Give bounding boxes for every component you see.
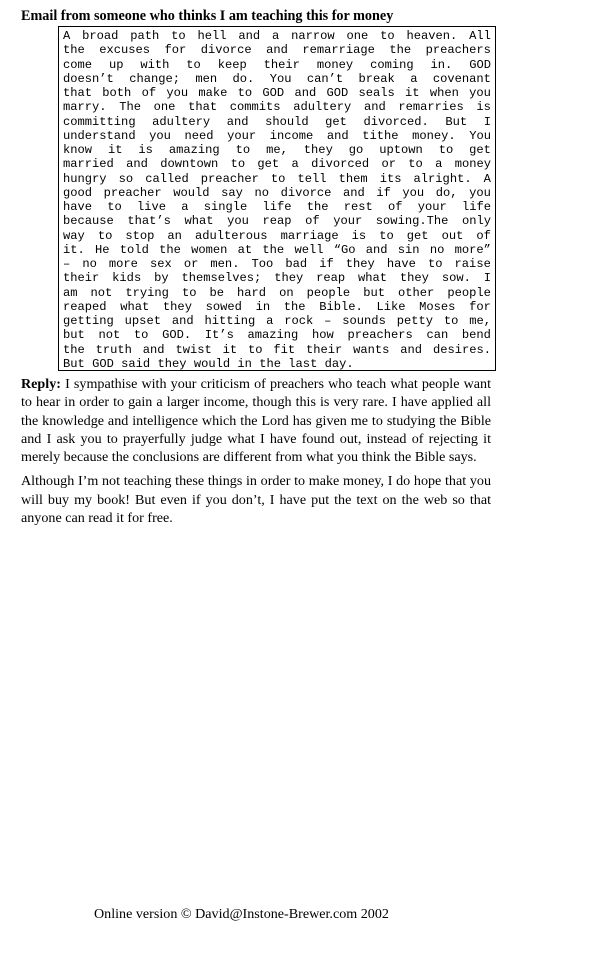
- email-line: [63, 86, 491, 100]
- email-word: your: [333, 214, 363, 229]
- email-word: they: [303, 143, 333, 157]
- email-word: GOD: [262, 86, 285, 100]
- email-word: good: [63, 185, 93, 200]
- email-line: [63, 100, 491, 114]
- email-word: It’s: [204, 328, 234, 343]
- email-word: to: [230, 157, 246, 172]
- email-word: get: [325, 114, 347, 129]
- email-word: its: [379, 171, 402, 186]
- email-word: adultery: [293, 100, 352, 115]
- email-word: they: [157, 356, 187, 371]
- email-word: alright.: [413, 171, 472, 186]
- email-line: [63, 172, 491, 186]
- email-line: [63, 143, 491, 157]
- email-word: GOD.: [162, 328, 192, 343]
- email-word: what: [120, 299, 150, 314]
- email-word: downtown: [160, 157, 219, 172]
- email-word: excuses: [99, 43, 151, 58]
- email-line: [63, 72, 491, 86]
- email-word: trying: [125, 285, 169, 300]
- email-word: “Go: [333, 242, 356, 257]
- email-line: [63, 200, 491, 214]
- email-word: You: [269, 71, 292, 86]
- email-line: [63, 271, 491, 285]
- email-word: kids: [112, 271, 142, 286]
- email-word: of: [387, 200, 403, 214]
- email-word: men.: [210, 257, 240, 271]
- email-line: [63, 357, 491, 371]
- email-word: Too: [251, 257, 274, 271]
- email-word: the: [262, 242, 285, 257]
- email-word: at: [237, 242, 253, 257]
- email-word: or: [183, 257, 199, 271]
- email-word: on: [279, 285, 294, 300]
- email-word: said: [121, 356, 151, 371]
- email-word: more: [108, 257, 138, 271]
- email-word: rest: [343, 200, 373, 214]
- email-word: married: [63, 157, 114, 172]
- email-word: reap: [262, 214, 292, 229]
- email-word: and: [142, 342, 165, 357]
- email-word: single: [203, 200, 248, 214]
- email-word: I: [483, 114, 491, 129]
- email-word: Moses: [419, 299, 456, 314]
- email-word: no: [429, 242, 445, 257]
- email-word: preachers: [347, 328, 413, 343]
- email-line: [63, 314, 491, 328]
- email-word: money: [316, 57, 354, 72]
- email-word: to: [379, 228, 394, 243]
- email-line: [63, 243, 491, 257]
- email-word: a: [435, 157, 443, 172]
- email-word: told: [119, 242, 149, 257]
- email-word: me,: [469, 314, 491, 328]
- email-word: men: [195, 71, 218, 86]
- email-line: [63, 129, 491, 143]
- email-word: sex: [150, 257, 172, 271]
- reply-paragraph-2: Although I’m not teaching these things in order to make money, I do hope that you will buy my book! But even if you don’t, I have put the text on the web so that anyone can read it for free.: [21, 473, 491, 527]
- email-word: hell: [197, 29, 227, 43]
- email-word: amazing: [168, 143, 220, 157]
- email-word: to: [171, 29, 186, 43]
- email-word: money.: [412, 128, 456, 143]
- email-word: but: [363, 285, 385, 300]
- reply-section: [21, 375, 491, 533]
- email-word: both: [102, 86, 132, 100]
- email-word: would: [193, 356, 231, 371]
- email-word: go: [348, 143, 364, 157]
- email-line: [63, 43, 491, 57]
- email-line: [63, 257, 491, 271]
- email-word: life: [262, 200, 292, 214]
- email-line: [63, 214, 491, 228]
- email-word: people: [447, 285, 491, 300]
- email-word: their: [63, 271, 100, 286]
- email-word: and: [400, 342, 423, 357]
- email-word: you: [166, 86, 189, 100]
- email-word: they: [162, 299, 192, 314]
- email-word: to: [408, 157, 423, 172]
- email-word: adultery: [152, 114, 211, 129]
- email-word: hard: [237, 285, 267, 300]
- email-word: stop: [125, 228, 155, 243]
- email-word: more”: [454, 242, 491, 257]
- email-word: is: [351, 228, 367, 243]
- email-word: The: [119, 100, 141, 115]
- email-word: Bible.: [319, 299, 363, 314]
- email-word: get: [257, 157, 280, 172]
- email-word: rock: [284, 314, 314, 328]
- email-word: keep: [217, 57, 247, 72]
- email-line: [63, 157, 491, 171]
- email-word: path: [130, 29, 160, 43]
- email-word: A: [483, 171, 491, 186]
- email-word: a: [181, 200, 189, 214]
- email-word: preacher: [103, 185, 162, 200]
- email-word: commits: [229, 100, 281, 115]
- email-word: a: [410, 71, 418, 86]
- email-word: with: [140, 57, 170, 72]
- email-line: [63, 58, 491, 72]
- reply-label: Reply:: [21, 376, 61, 392]
- email-word: way: [63, 228, 85, 243]
- email-word: to: [247, 342, 263, 357]
- email-word: to: [235, 143, 251, 157]
- email-word: that’s: [127, 214, 171, 229]
- email-word: and: [363, 100, 386, 115]
- email-word: divorce: [200, 43, 252, 58]
- email-word: by: [154, 271, 169, 286]
- email-word: to: [97, 228, 113, 243]
- email-word: tell: [297, 171, 327, 186]
- email-word: GOD: [326, 86, 349, 100]
- email-word: out: [441, 228, 464, 243]
- email-word: you: [227, 214, 249, 229]
- email-word: understand: [63, 128, 136, 143]
- email-word: sowing.The: [375, 214, 449, 229]
- email-word: they: [274, 271, 304, 286]
- email-word: and: [342, 185, 365, 200]
- email-word: GOD: [92, 356, 114, 371]
- email-word: people: [306, 285, 351, 300]
- reply-paragraph-1: [21, 375, 491, 466]
- email-word: is: [476, 100, 491, 115]
- email-word: a: [291, 157, 299, 172]
- reply-text-1: I sympathise with your criticism of preachers who teach what people want to hear in order to gain a larger income, though this is very rare. I have applied all the knowledge and intelligence which the Lord has given me to studying the Bible and I ask you to prayerfully judge what I have found out, instead of rejecting it merely because the conclusions are different from what you think the Bible says.: [21, 376, 491, 466]
- email-word: –: [63, 257, 71, 271]
- email-word: truth: [95, 342, 132, 357]
- email-word: to: [237, 86, 253, 100]
- email-word: get: [469, 143, 491, 157]
- email-word: seals: [358, 86, 395, 100]
- email-word: You: [469, 128, 491, 143]
- email-word: an: [167, 228, 182, 243]
- email-word: and: [365, 242, 388, 257]
- email-word: you: [469, 86, 491, 100]
- email-word: what: [358, 271, 388, 286]
- email-word: marriage: [280, 228, 339, 243]
- email-word: do,: [435, 185, 458, 200]
- email-word: no: [254, 185, 269, 200]
- email-word: and: [226, 114, 249, 129]
- email-word: the: [159, 242, 181, 257]
- email-word: to: [380, 29, 395, 43]
- email-word: live: [136, 200, 167, 214]
- email-word: sin: [397, 242, 420, 257]
- email-line: [63, 186, 491, 200]
- email-line: [63, 328, 491, 342]
- email-word: upset: [124, 314, 161, 328]
- footer-copyright: Online version © David@Instone-Brewer.com 2002: [94, 906, 389, 922]
- email-word: break: [358, 71, 395, 86]
- email-word: reap: [316, 271, 346, 286]
- email-word: sowed: [205, 299, 242, 314]
- email-word: am: [63, 285, 78, 300]
- email-word: broad: [82, 29, 119, 43]
- email-line: [63, 300, 491, 314]
- email-word: themselves;: [181, 271, 262, 286]
- email-word: for: [469, 299, 491, 314]
- email-word: sounds: [342, 314, 386, 328]
- email-line: [63, 229, 491, 243]
- email-line: [63, 29, 491, 43]
- email-word: called: [145, 171, 189, 186]
- email-word: preacher: [200, 171, 259, 186]
- email-word: bend: [461, 328, 491, 343]
- email-word: and: [294, 86, 317, 100]
- email-word: it.: [63, 242, 85, 257]
- email-word: because: [63, 214, 114, 229]
- email-word: that: [188, 100, 218, 115]
- email-word: for: [164, 43, 187, 58]
- email-word: reaped: [63, 299, 107, 314]
- email-word: or: [381, 157, 396, 172]
- email-word: petty: [396, 314, 433, 328]
- email-word: your: [227, 128, 257, 143]
- email-word: tithe: [362, 128, 399, 143]
- email-word: to: [270, 171, 286, 186]
- email-word: the: [306, 200, 329, 214]
- email-word: Like: [376, 299, 406, 314]
- email-word: that: [63, 86, 93, 100]
- email-word: how: [311, 328, 334, 343]
- email-word: your: [417, 200, 447, 214]
- email-word: one: [153, 100, 176, 115]
- email-word: it: [405, 86, 420, 100]
- email-word: if: [319, 257, 334, 271]
- email-word: in.: [430, 57, 453, 72]
- email-word: make: [198, 86, 228, 100]
- email-word: come: [63, 57, 93, 72]
- email-word: they: [345, 257, 375, 271]
- email-word: GOD: [469, 57, 491, 72]
- email-word: the: [283, 299, 306, 314]
- email-word: to: [186, 57, 201, 72]
- email-word: life: [461, 200, 491, 214]
- email-word: and: [266, 43, 288, 58]
- email-word: no: [82, 257, 97, 271]
- email-word: only: [461, 214, 491, 229]
- email-word: a: [271, 29, 280, 43]
- email-word: getting: [63, 314, 114, 328]
- email-word: But: [63, 356, 85, 371]
- email-word: But: [445, 114, 468, 129]
- email-word: income: [269, 128, 314, 143]
- email-word: it: [222, 342, 238, 357]
- email-word: doesn’t: [63, 71, 114, 86]
- email-word: adulterous: [194, 228, 268, 243]
- email-word: to: [133, 328, 149, 343]
- email-word: can’t: [306, 71, 344, 86]
- email-quote-box: [58, 26, 496, 371]
- email-word: one: [346, 29, 369, 43]
- email-word: hungry: [63, 171, 107, 186]
- email-word: in: [255, 299, 271, 314]
- email-word: you: [469, 185, 491, 200]
- email-word: their: [305, 342, 343, 357]
- section-heading: Email from someone who thinks I am teaching this for money: [21, 8, 394, 24]
- email-word: if: [376, 185, 391, 200]
- email-word: desires.: [432, 342, 491, 357]
- email-word: money: [454, 157, 491, 172]
- email-word: sow.: [441, 271, 471, 286]
- email-word: to: [181, 285, 197, 300]
- email-line: [63, 115, 491, 129]
- email-word: should: [265, 114, 309, 129]
- email-word: and: [171, 314, 194, 328]
- email-word: remarries: [398, 100, 464, 115]
- email-word: heaven.: [406, 29, 458, 43]
- email-word: last: [288, 356, 318, 371]
- email-word: get: [406, 228, 429, 243]
- email-word: and: [126, 157, 148, 172]
- email-word: hitting: [204, 314, 256, 328]
- email-word: they: [399, 271, 429, 286]
- email-word: know: [63, 143, 93, 157]
- email-word: to: [438, 143, 454, 157]
- email-word: raise: [454, 257, 491, 271]
- email-word: have: [63, 200, 93, 214]
- email-word: of: [141, 86, 157, 100]
- email-word: you: [149, 128, 171, 143]
- email-word: when: [429, 86, 459, 100]
- email-word: what: [184, 214, 214, 229]
- email-word: to: [107, 200, 122, 214]
- email-word: a: [266, 314, 274, 328]
- email-word: He: [95, 242, 110, 257]
- email-word: is: [138, 143, 153, 157]
- email-word: remarriage: [302, 43, 375, 58]
- email-word: wants: [353, 342, 390, 357]
- email-word: divorced: [311, 157, 370, 172]
- email-line: [63, 343, 491, 357]
- email-word: day.: [324, 356, 354, 371]
- email-word: can: [426, 328, 449, 343]
- email-word: All: [469, 29, 491, 43]
- email-word: but: [63, 328, 85, 343]
- email-word: to: [443, 314, 459, 328]
- email-word: their: [263, 57, 300, 72]
- email-word: of: [305, 214, 320, 229]
- email-word: do.: [232, 71, 255, 86]
- email-word: covenant: [432, 71, 491, 86]
- email-word: need: [184, 128, 214, 143]
- email-word: have: [386, 257, 416, 271]
- email-word: and: [238, 29, 261, 43]
- email-word: and: [326, 128, 349, 143]
- email-word: divorced.: [363, 114, 429, 129]
- email-word: the: [63, 342, 85, 357]
- email-word: would: [173, 185, 210, 200]
- email-line: [63, 286, 491, 300]
- email-word: them: [338, 171, 368, 186]
- email-word: the: [259, 356, 281, 371]
- email-word: to: [427, 257, 443, 271]
- email-word: divorce: [280, 185, 332, 200]
- email-word: preachers: [425, 43, 491, 58]
- email-word: uptown: [379, 143, 423, 157]
- email-word: other: [398, 285, 435, 300]
- email-word: the: [63, 43, 85, 58]
- email-word: fit: [273, 342, 296, 357]
- email-word: marry.: [63, 100, 107, 115]
- email-word: not: [98, 328, 121, 343]
- email-word: committing: [63, 114, 136, 129]
- email-word: up: [108, 57, 124, 72]
- email-word: not: [90, 285, 113, 300]
- email-word: A: [63, 29, 71, 43]
- email-word: well: [294, 242, 324, 257]
- email-word: bad: [285, 257, 308, 271]
- email-word: women: [191, 242, 228, 257]
- email-word: the: [389, 43, 412, 58]
- email-word: amazing: [247, 328, 299, 343]
- email-word: I: [483, 271, 491, 286]
- email-word: it: [107, 143, 123, 157]
- email-word: narrow: [291, 29, 335, 43]
- email-word: of: [476, 228, 491, 243]
- email-word: –: [324, 314, 332, 328]
- email-word: be: [209, 285, 224, 300]
- email-word: coming: [370, 57, 414, 72]
- email-word: twist: [175, 342, 212, 357]
- email-word: change;: [129, 71, 180, 86]
- email-word: so: [118, 171, 134, 186]
- email-word: me,: [266, 143, 288, 157]
- email-word: say: [221, 185, 243, 200]
- email-word: in: [237, 356, 252, 371]
- email-word: you: [402, 185, 425, 200]
